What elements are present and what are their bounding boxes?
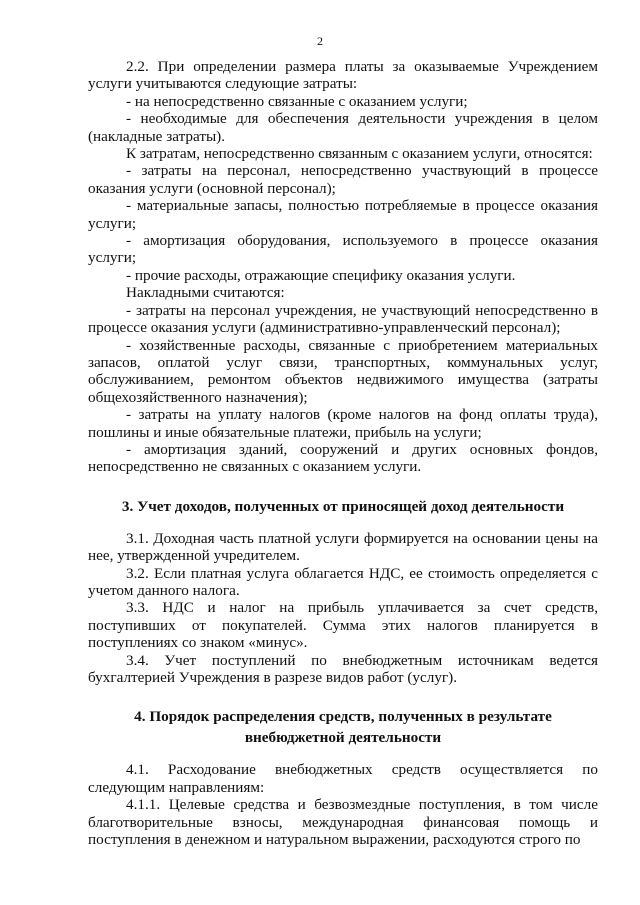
list-item: - затраты на уплату налогов (кроме налогов на фонд оплаты труда), пошлины и иные обязательные платежи, прибыль на услуги; [88,406,598,441]
paragraph-4-1-1: 4.1.1. Целевые средства и безвозмездные поступления, в том числе благотворительные взносы, международная финансовая помощь и поступления в денежном и натуральном выражении, расходуются строго по [88,796,598,849]
list-item: - затраты на персонал, непосредственно участвующий в процессе оказания услуги (основной персонал); [88,162,598,197]
list-item: - прочие расходы, отражающие специфику оказания услуги. [126,266,516,284]
paragraph-3-3: 3.3. НДС и налог на прибыль уплачивается за счет средств, поступивших от покупателей. Сумма этих налогов планируется в поступлениях со знаком «минус». [88,599,598,652]
section-4-heading-line2: внебюджетной деятельности [244,729,442,747]
paragraph-4-1: 4.1. Расходование внебюджетных средств осуществляется по следующим направлениям: [88,761,598,796]
document-body [88,58,598,848]
list-item: - амортизация зданий, сооружений и других основных фондов, непосредственно не связанных с оказанием услуги. [88,440,598,476]
paragraph-3-4: 3.4. Учет поступлений по внебюджетным источникам ведется бухгалтерией Учреждения в разрезе видов работ (услуг). [88,651,598,686]
section-4-heading-line1: 4. Порядок распределения средств, полученных в результате [134,708,552,726]
list-item: - затраты на персонал учреждения, не участвующий непосредственно в процессе оказания услуги (административно-управленческий персонал); [88,301,598,337]
paragraph-direct-costs: К затратам, непосредственно связанным с оказанием услуги, относятся: [126,145,593,163]
page-number: 2 [317,34,323,48]
list-item: - необходимые для обеспечения деятельности учреждения в целом (накладные затраты). [88,110,598,145]
list-item: - амортизация оборудования, используемого в процессе оказания услуги; [88,232,598,267]
list-item: - на непосредственно связанные с оказанием услуги; [126,92,468,110]
list-item: - хозяйственные расходы, связанные с приобретением материальных запасов, оплатой услуг связи, транспортных, коммунальных услуг, обслуживанием, ремонтом объектов недвижимого имущества (затраты общехозяйственного назначения); [88,336,598,406]
paragraph-3-2: 3.2. Если платная услуга облагается НДС, ее стоимость определяется с учетом данного налога. [88,564,598,599]
list-item: - материальные запасы, полностью потребляемые в процессе оказания услуги; [88,197,598,232]
paragraph-overheads: Накладными считаются: [126,284,285,302]
section-3-heading: 3. Учет доходов, полученных от приносящей доход деятельности [121,497,565,515]
paragraph-3-1: 3.1. Доходная часть платной услуги формируется на основании цены на нее, утвержденной учредителем. [88,529,598,565]
paragraph-2-2: 2.2. При определении размера платы за оказываемые Учреждением услуги учитываются следующие затраты: [88,58,598,93]
